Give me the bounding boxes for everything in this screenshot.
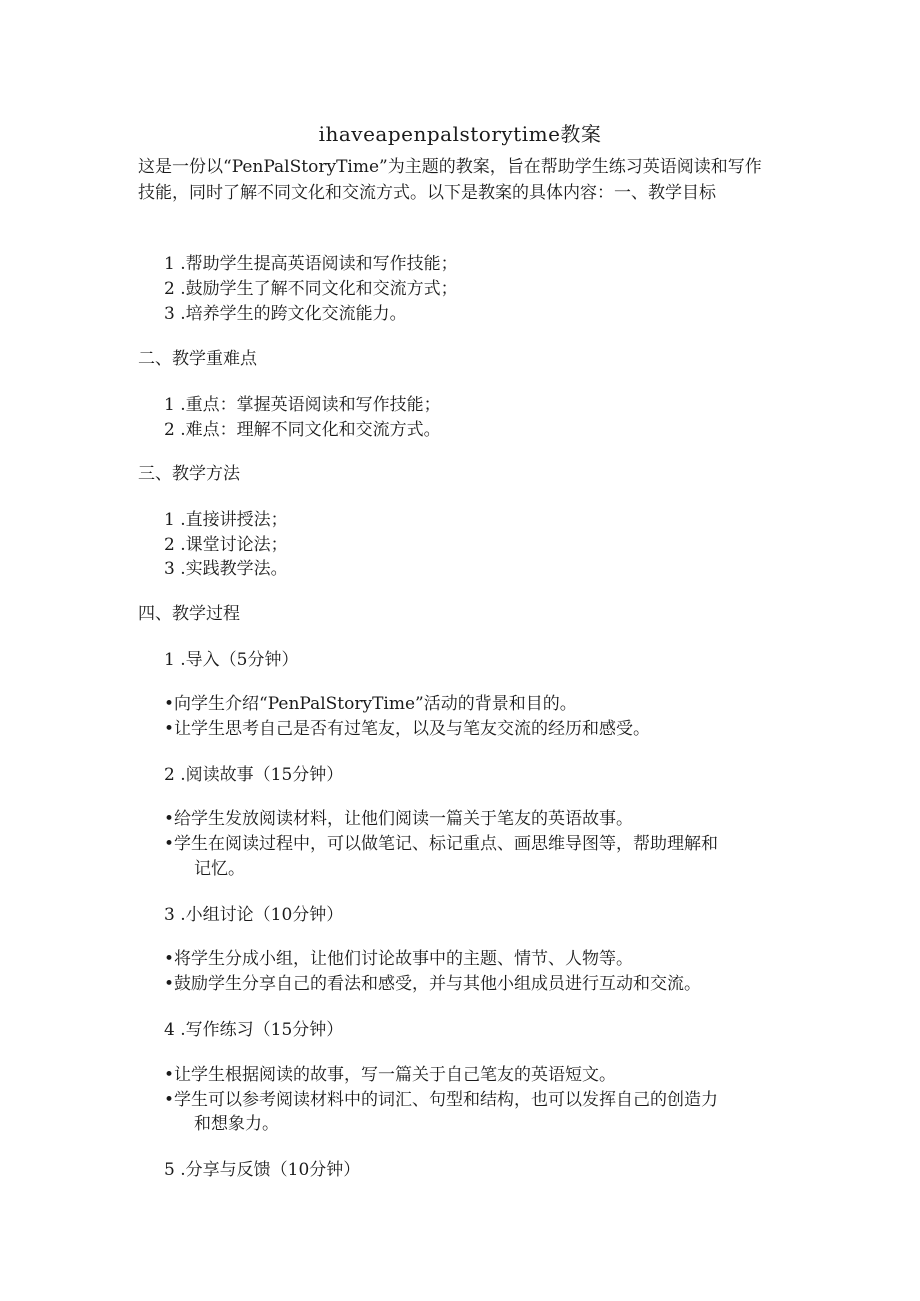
document-title: ihaveapenpalstorytime教案	[318, 122, 602, 146]
step-title-2: 2 .阅读故事（15分钟）	[164, 765, 344, 785]
step-1-bullet-2: •让学生思考自己是否有过笔友，以及与笔友交流的经历和感受。	[164, 719, 651, 739]
goal-item-2: 2 .鼓励学生了解不同文化和交流方式；	[164, 279, 458, 299]
section-heading-process: 四、教学过程	[138, 604, 240, 624]
goal-item-1: 1 .帮助学生提高英语阅读和写作技能；	[164, 254, 458, 274]
section-heading-difficulties: 二、教学重难点	[138, 349, 257, 369]
step-2-bullet-2-continued: 记忆。	[194, 859, 245, 879]
method-item-3: 3 .实践教学法。	[164, 559, 288, 579]
step-1-bullet-1: •向学生介绍“PenPalStoryTime”活动的背景和目的。	[164, 694, 577, 714]
goal-item-3: 3 .培养学生的跨文化交流能力。	[164, 304, 407, 324]
method-item-2: 2 .课堂讨论法；	[164, 535, 288, 555]
step-4-bullet-1: •让学生根据阅读的故事，写一篇关于自己笔友的英语短文。	[164, 1065, 617, 1085]
intro-paragraph: 这是一份以“PenPalStoryTime”为主题的教案，旨在帮助学生练习英语阅读和写作技能，同时了解不同文化和交流方式。以下是教案的具体内容：一、教学目标	[138, 157, 762, 203]
difficulty-item-2: 2 .难点：理解不同文化和交流方式。	[164, 420, 441, 440]
step-4-bullet-2-continued: 和想象力。	[194, 1114, 279, 1134]
step-title-1: 1 .导入（5分钟）	[164, 650, 299, 670]
step-title-5: 5 .分享与反馈（10分钟）	[164, 1160, 361, 1180]
step-4-bullet-2: •学生可以参考阅读材料中的词汇、句型和结构，也可以发挥自己的创造力	[164, 1090, 719, 1110]
step-2-bullet-2: •学生在阅读过程中，可以做笔记、标记重点、画思维导图等，帮助理解和	[164, 834, 719, 854]
method-item-1: 1 .直接讲授法；	[164, 510, 288, 530]
difficulty-item-1: 1 .重点：掌握英语阅读和写作技能；	[164, 395, 441, 415]
section-heading-methods: 三、教学方法	[138, 464, 240, 484]
step-title-4: 4 .写作练习（15分钟）	[164, 1020, 344, 1040]
step-title-3: 3 .小组讨论（10分钟）	[164, 905, 344, 925]
step-2-bullet-1: •给学生发放阅读材料，让他们阅读一篇关于笔友的英语故事。	[164, 809, 634, 829]
step-3-bullet-2: •鼓励学生分享自己的看法和感受，并与其他小组成员进行互动和交流。	[164, 974, 702, 994]
step-3-bullet-1: •将学生分成小组，让他们讨论故事中的主题、情节、人物等。	[164, 949, 634, 969]
